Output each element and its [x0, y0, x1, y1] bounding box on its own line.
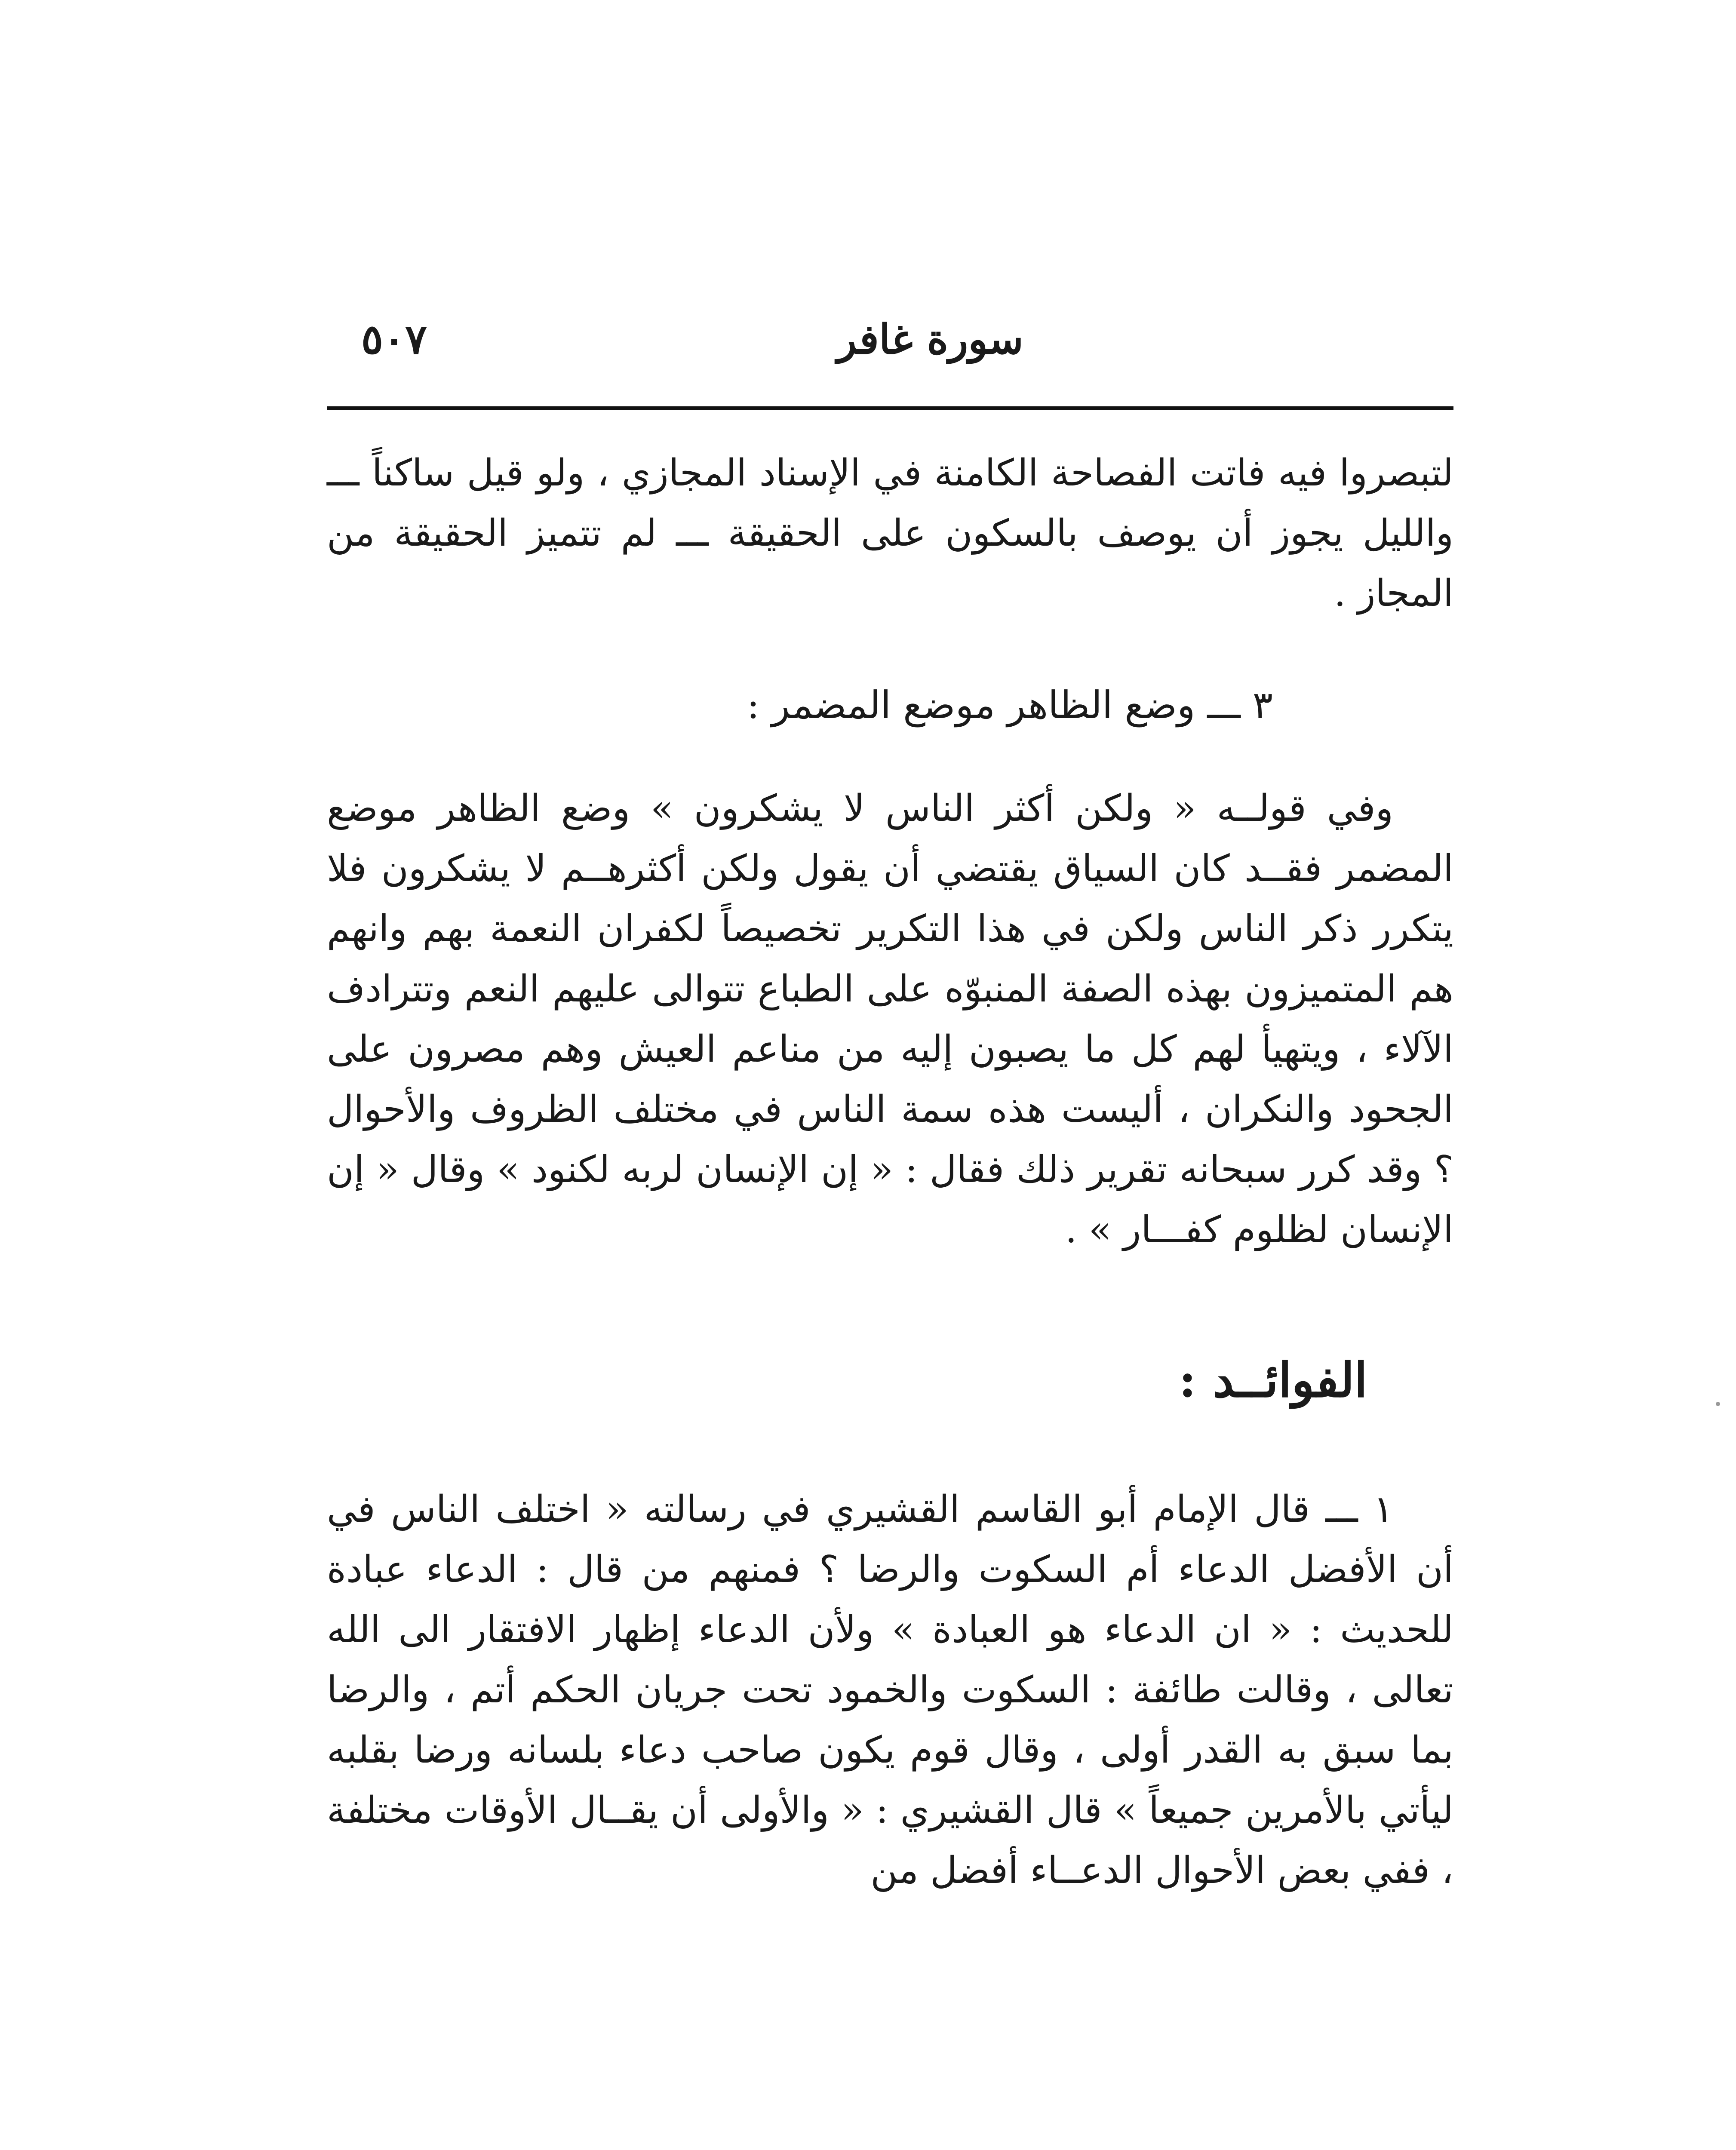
surah-title: سورة غافر	[837, 316, 1023, 363]
subheading-explicit-for-implicit: ٣ ـــ وضع الظاهر موضع المضمر :	[747, 683, 1273, 727]
paragraph-continuation: لتبصروا فيه فاتت الفصاحة الكامنة في الإسناد المجازي ، ولو قيل ساكناً ـــ والليل يجوز أن يوصف بالسكون على الحقيقة ـــ لم تتميز الحقيقة من المجاز .	[327, 452, 1453, 615]
paragraph-benefit-1: ١ ـــ قال الإمام أبو القاسم القشيري في رسالته « اختلف الناس في أن الأفضل الدعاء أم السكوت والرضا ؟ فمنهم من قال : الدعاء عبادة للحديث : « ان الدعاء هو العبادة » ولأن الدعاء إظهار الافتقار الى الله تعالى ، وقالت طائفة : السكوت والخمود تحت جريان الحكم أتم ، والرضا بما سبق به القدر أولى ، وقال قوم يكون صاحب دعاء بلسانه ورضا بقلبه ليأتي بالأمرين جميعاً » قال القشيري : « والأولى أن يقــال الأوقات مختلفة ، ففي بعض الأحوال الدعــاء أفضل من	[327, 1488, 1454, 1892]
section-heading-benefits: الفوائــد :	[1179, 1352, 1367, 1408]
scan-speck	[1716, 1402, 1720, 1406]
running-header	[327, 301, 1453, 378]
header-divider	[327, 406, 1453, 410]
page-number: ٥٠٧	[361, 316, 427, 363]
paragraph-explanation: وفي قولــه « ولكن أكثر الناس لا يشكرون » وضع الظاهر موضع المضمر فقــد كان السياق يقتضي أن يقول ولكن أكثرهــم لا يشكرون فلا يتكرر ذكر الناس ولكن في هذا التكرير تخصيصاً لكفران النعمة بهم وانهم هم المتميزون بهذه الصفة المنبوّه على الطباع تتوالى عليهم النعم وتترادف الآلاء ، ويتهيأ لهم كل ما يصبون إليه من مناعم العيش وهم مصرون على الجحود والنكران ، أليست هذه سمة الناس في مختلف الظروف والأحوال ؟ وقد كرر سبحانه تقرير ذلك فقال : « إن الإنسان لربه لكنود » وقال « إن الإنسان لظلوم كفـــار » .	[327, 787, 1453, 1251]
page-body	[327, 443, 1453, 1901]
